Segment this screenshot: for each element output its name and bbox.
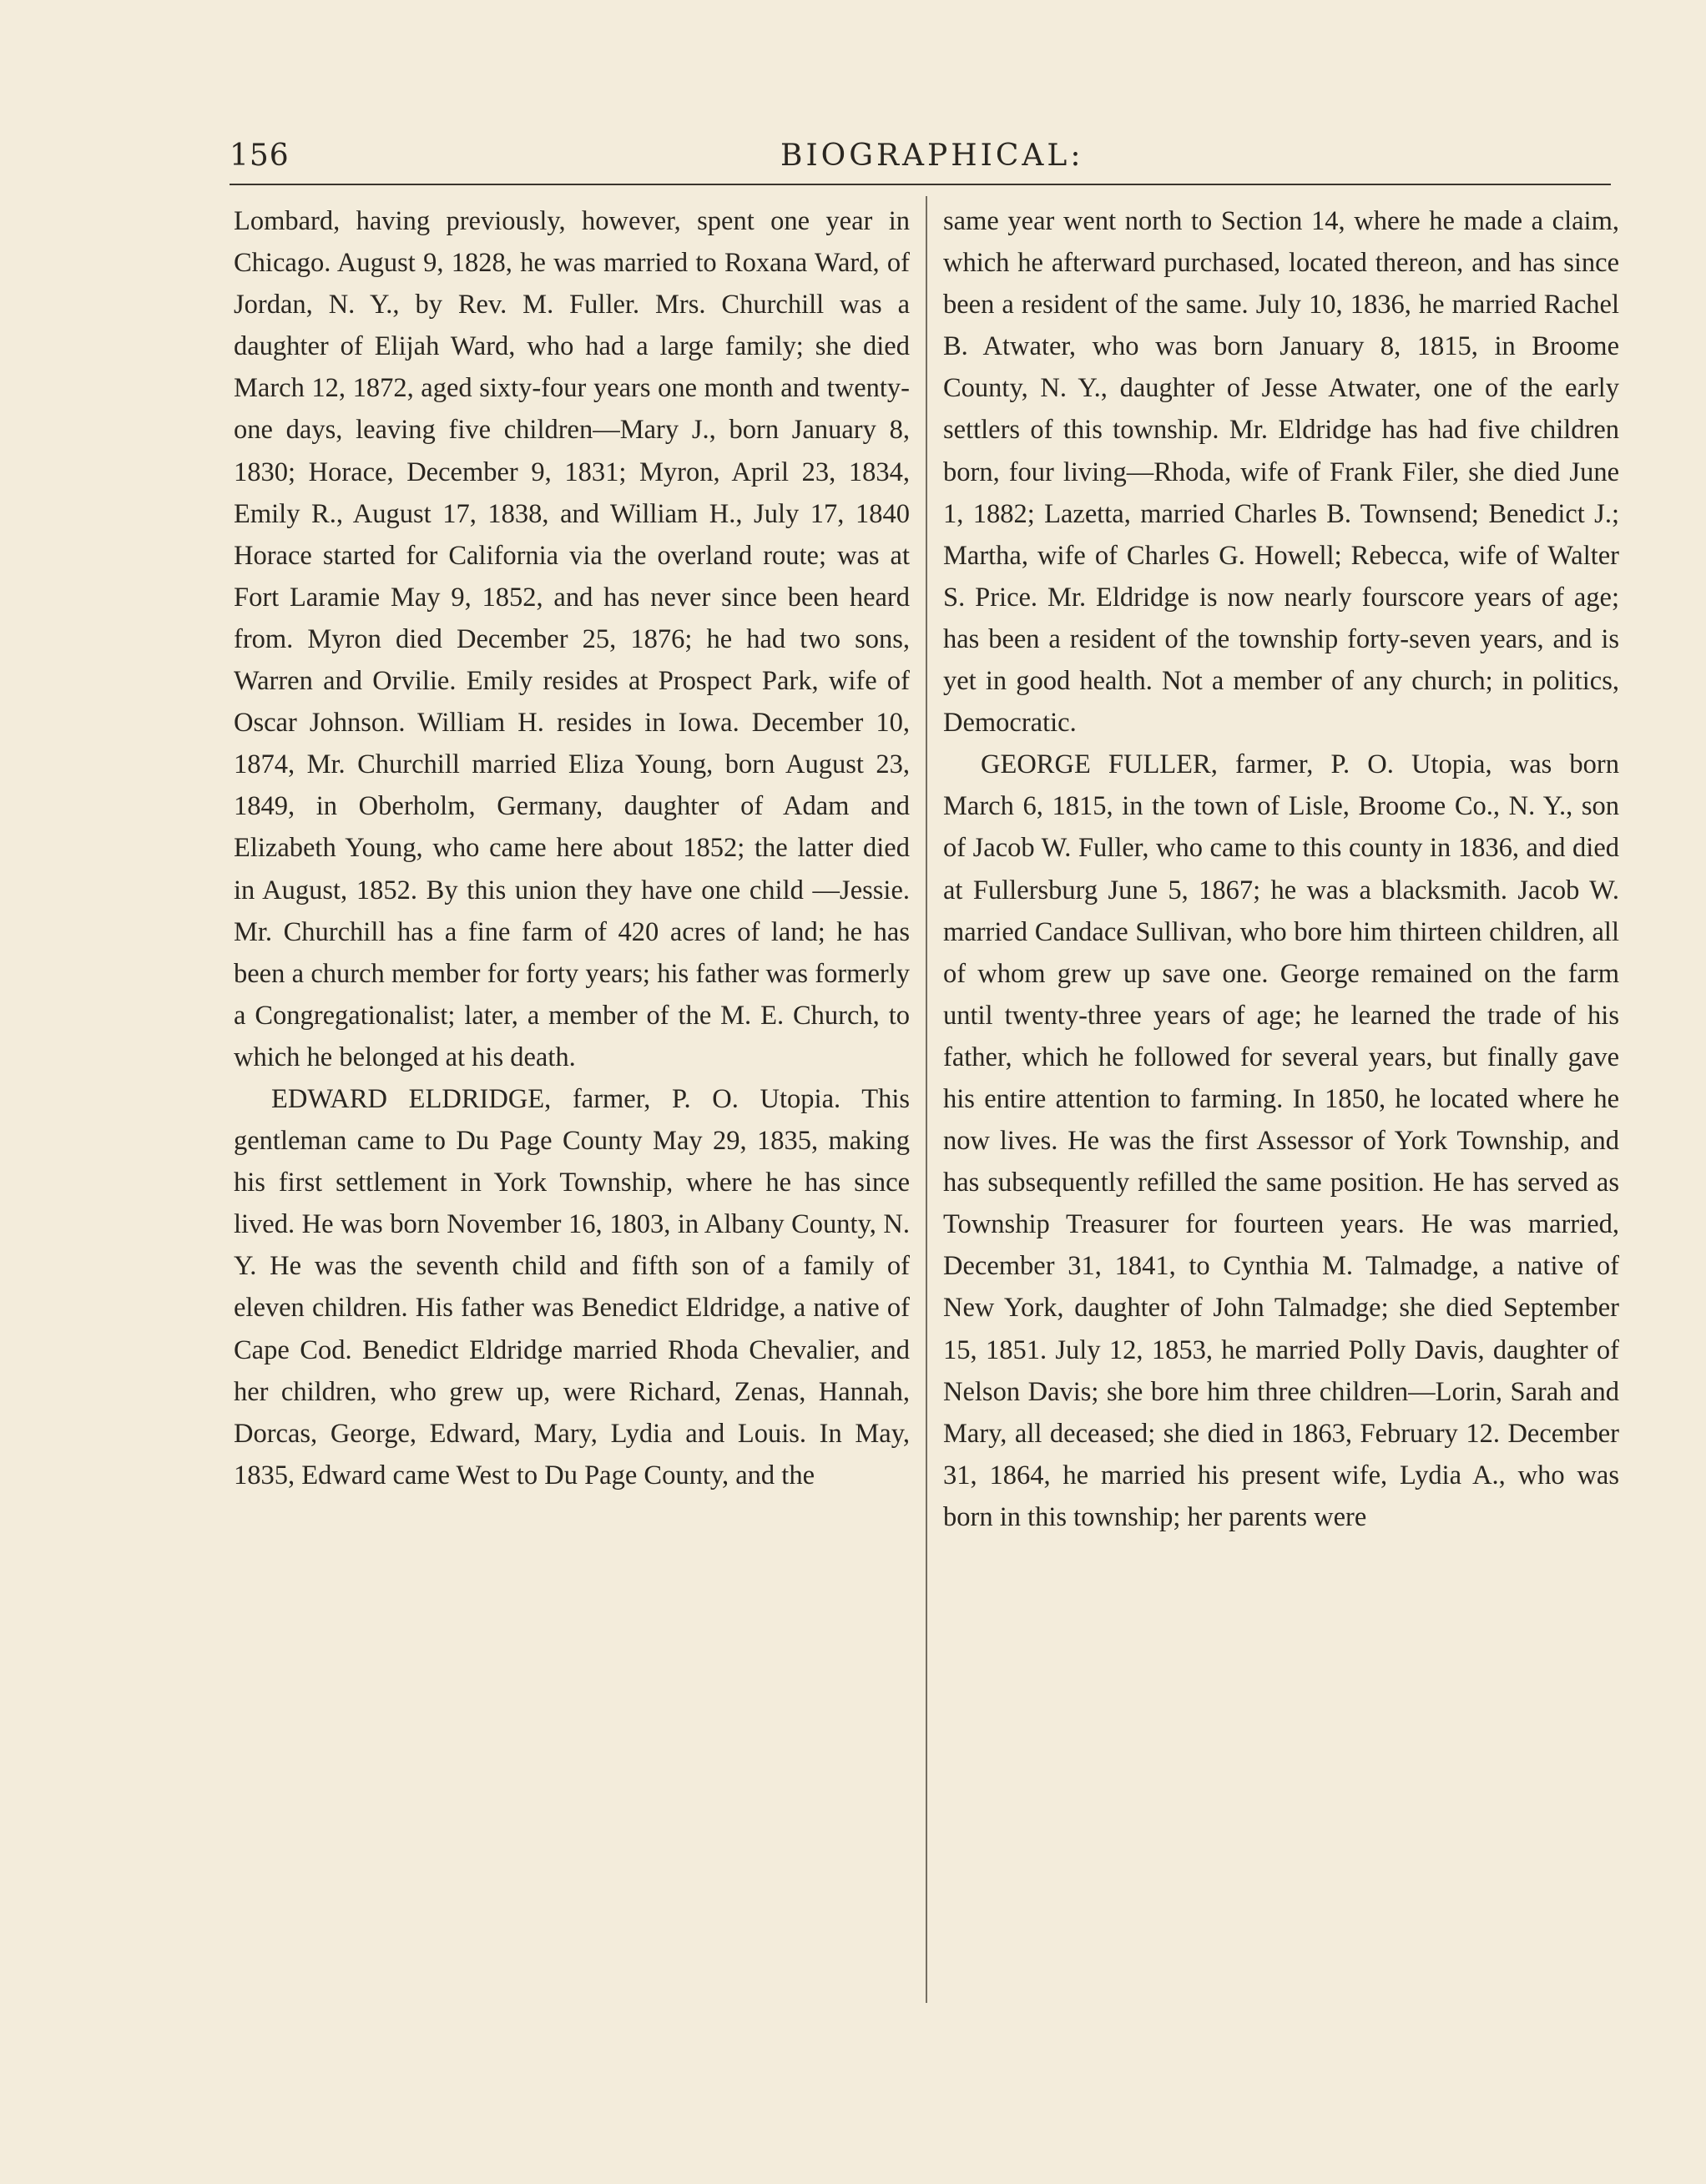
left-column bbox=[234, 200, 910, 1496]
header-rule bbox=[230, 184, 1611, 185]
paragraph-churchill-continued: Lombard, having previously, however, spent one year in Chicago. August 9, 1828, he was married to Roxana Ward, of Jordan, N. Y., by Rev. M. Fuller. Mrs. Churchill was a daughter of Elijah Ward, who had a large family; she died March 12, 1872, aged sixty-four years one month and twenty-one days, leaving five children—Mary J., born January 8, 1830; Horace, December 9, 1831; Myron, April 23, 1834, Emily R., August 17, 1838, and William H., July 17, 1840 Horace started for California via the overland route; was at Fort Laramie May 9, 1852, and has never since been heard from. Myron died December 25, 1876; he had two sons, Warren and Orvilie. Emily resides at Prospect Park, wife of Oscar Johnson. William H. resides in Iowa. December 10, 1874, Mr. Churchill married Eliza Young, born August 23, 1849, in Oberholm, Germany, daughter of Adam and Elizabeth Young, who came here about 1852; the latter died in August, 1852. By this union they have one child —Jessie. Mr. Churchill has a fine farm of 420 acres of land; he has been a church member for forty years; his father was formerly a Congregationalist; later, a member of the M. E. Church, to which he belonged at his death. bbox=[234, 206, 910, 1072]
page-number: 156 bbox=[230, 139, 290, 173]
column-divider bbox=[926, 196, 927, 2003]
running-title: BIOGRAPHICAL: bbox=[780, 139, 1084, 173]
paragraph-eldridge-continued: same year went north to Section 14, where he made a claim, which he afterward purchased, located thereon, and has since been a resident of the same. July 10, 1836, he married Rachel B. Atwater, who was born January 8, 1815, in Broome County, N. Y., daughter of Jesse Atwater, one of the early settlers of this township. Mr. Eldridge has had five children born, four living—Rhoda, wife of Frank Filer, she died June 1, 1882; Lazetta, married Charles B. Townsend; Benedict J.; Martha, wife of Charles G. Howell; Rebecca, wife of Walter S. Price. Mr. Eldridge is now nearly fourscore years of age; has been a resident of the township forty-seven years, and is yet in good health. Not a member of any church; in politics, Democratic. bbox=[943, 206, 1619, 739]
paragraph-edward-eldridge: EDWARD ELDRIDGE, farmer, P. O. Utopia. This gentleman came to Du Page County May 29, 1835, making his first settlement in York Township, where he has since lived. He was born November 16, 1803, in Albany County, N. Y. He was the seventh child and fifth son of a family of eleven children. His father was Benedict Eldridge, a native of Cape Cod. Benedict Eldridge married Rhoda Chevalier, and her children, who grew up, were Richard, Zenas, Hannah, Dorcas, George, Edward, Mary, Lydia and Louis. In May, 1835, Edward came West to Du Page County, and the bbox=[234, 1083, 910, 1490]
page-header bbox=[0, 0, 1706, 192]
paragraph-george-fuller: GEORGE FULLER, farmer, P. O. Utopia, was born March 6, 1815, in the town of Lisle, Broome Co., N. Y., son of Jacob W. Fuller, who came to this county in 1836, and died at Fullersburg June 5, 1867; he was a blacksmith. Jacob W. married Candace Sullivan, who bore him thirteen children, all of whom grew up save one. George remained on the farm until twenty-three years of age; he learned the trade of his father, which he followed for several years, but finally gave his entire attention to farming. In 1850, he located where he now lives. He was the first Assessor of York Township, and has subsequently refilled the same position. He has served as Township Treasurer for fourteen years. He was married, December 31, 1841, to Cynthia M. Talmadge, a native of New York, daughter of John Talmadge; she died September 15, 1851. July 12, 1853, he married Polly Davis, daughter of Nelson Davis; she bore him three children—Lorin, Sarah and Mary, all deceased; she died in 1863, February 12. December 31, 1864, he married his present wife, Lydia A., who was born in this township; her parents were bbox=[943, 749, 1619, 1532]
right-column bbox=[943, 200, 1619, 1538]
